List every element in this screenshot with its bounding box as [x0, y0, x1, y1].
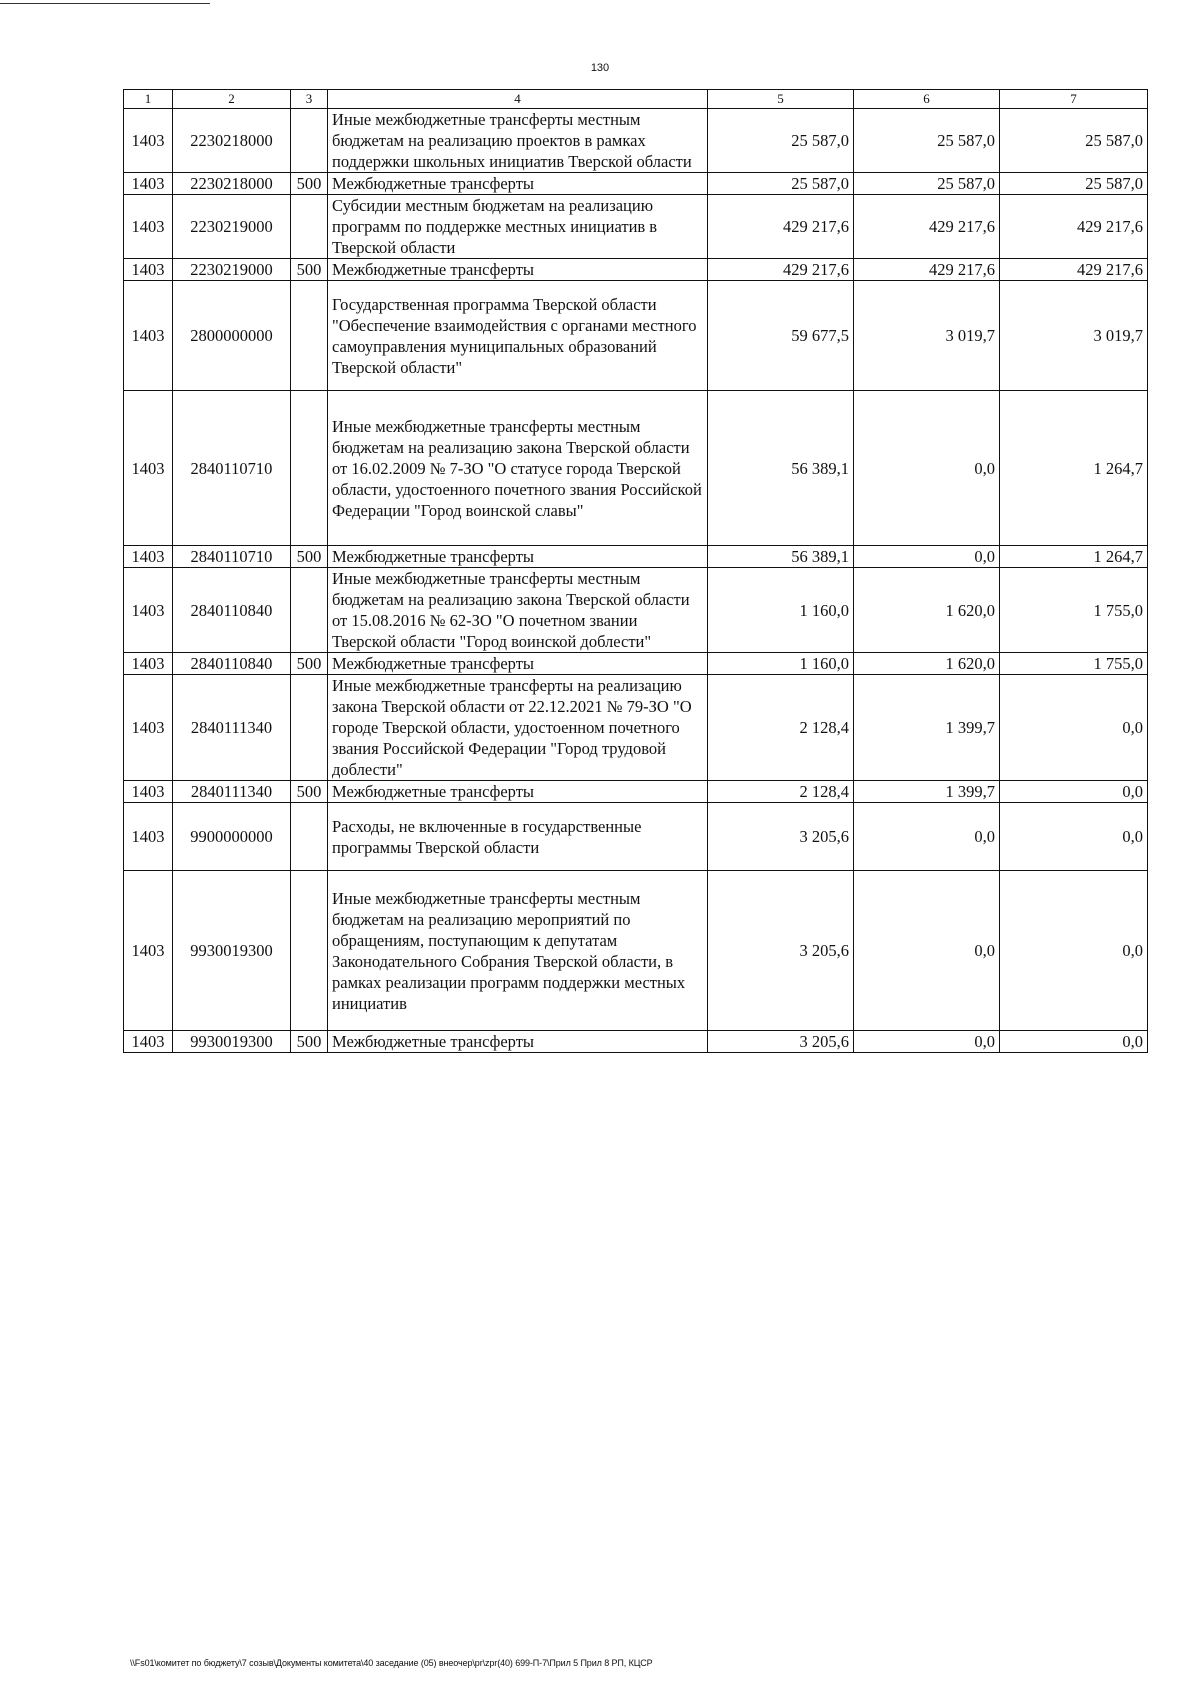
amount-year-3: 429 217,6 — [1000, 259, 1148, 281]
expense-name: Иные межбюджетные трансферты на реализацию закона Тверской области от 22.12.2021 № 79-ЗО "О городе Тверской области, удостоенном почетного звания Российской Федерации "Город трудовой доблести" — [328, 675, 708, 781]
section-code: 1403 — [124, 871, 173, 1031]
expense-name: Межбюджетные трансферты — [328, 173, 708, 195]
expense-name: Межбюджетные трансферты — [328, 259, 708, 281]
section-code: 1403 — [124, 109, 173, 173]
amount-year-2: 1 399,7 — [854, 781, 1000, 803]
expense-type-code — [291, 109, 328, 173]
table-row — [124, 653, 1148, 675]
amount-year-2: 429 217,6 — [854, 259, 1000, 281]
budget-table — [123, 89, 1148, 1053]
amount-year-1: 56 389,1 — [708, 391, 854, 546]
section-code: 1403 — [124, 259, 173, 281]
target-article-code: 2840111340 — [173, 781, 291, 803]
section-code: 1403 — [124, 391, 173, 546]
amount-year-2: 429 217,6 — [854, 195, 1000, 259]
page-number: 130 — [590, 62, 610, 74]
column-header: 1 — [124, 90, 173, 109]
target-article-code: 2800000000 — [173, 281, 291, 391]
section-code: 1403 — [124, 781, 173, 803]
table-row — [124, 109, 1148, 173]
amount-year-2: 1 399,7 — [854, 675, 1000, 781]
column-header: 2 — [173, 90, 291, 109]
amount-year-1: 2 128,4 — [708, 675, 854, 781]
expense-type-code — [291, 391, 328, 546]
amount-year-2: 0,0 — [854, 546, 1000, 568]
expense-name: Межбюджетные трансферты — [328, 546, 708, 568]
expense-name: Субсидии местным бюджетам на реализацию программ по поддержке местных инициатив в Тверской области — [328, 195, 708, 259]
table-row — [124, 173, 1148, 195]
target-article-code: 9930019300 — [173, 1031, 291, 1053]
document-file-path: \\Fs01\комитет по бюджету\7 созыв\Документы комитета\40 заседание (05) внеочер\pr\zpr(40) 699-П-7\Прил 5 Прил 8 РП, КЦСР — [130, 1658, 653, 1668]
amount-year-1: 429 217,6 — [708, 195, 854, 259]
expense-type-code — [291, 281, 328, 391]
expense-name: Иные межбюджетные трансферты местным бюджетам на реализацию закона Тверской области от 16.02.2009 № 7-ЗО "О статусе города Тверской области, удостоенного почетного звания Российской Федерации "Город воинской славы" — [328, 391, 708, 546]
amount-year-3: 1 264,7 — [1000, 391, 1148, 546]
amount-year-3: 1 264,7 — [1000, 546, 1148, 568]
amount-year-2: 1 620,0 — [854, 568, 1000, 653]
target-article-code: 9930019300 — [173, 871, 291, 1031]
target-article-code: 2840110840 — [173, 568, 291, 653]
amount-year-1: 429 217,6 — [708, 259, 854, 281]
amount-year-2: 0,0 — [854, 391, 1000, 546]
amount-year-1: 2 128,4 — [708, 781, 854, 803]
amount-year-3: 429 217,6 — [1000, 195, 1148, 259]
amount-year-3: 1 755,0 — [1000, 568, 1148, 653]
column-header: 5 — [708, 90, 854, 109]
target-article-code: 2230218000 — [173, 109, 291, 173]
section-code: 1403 — [124, 173, 173, 195]
amount-year-1: 3 205,6 — [708, 871, 854, 1031]
amount-year-1: 3 205,6 — [708, 803, 854, 871]
section-code: 1403 — [124, 568, 173, 653]
expense-type-code — [291, 871, 328, 1031]
target-article-code: 2230219000 — [173, 195, 291, 259]
amount-year-2: 25 587,0 — [854, 173, 1000, 195]
target-article-code: 2840110840 — [173, 653, 291, 675]
amount-year-3: 0,0 — [1000, 1031, 1148, 1053]
amount-year-2: 0,0 — [854, 871, 1000, 1031]
column-header: 3 — [291, 90, 328, 109]
expense-type-code: 500 — [291, 259, 328, 281]
expense-name: Межбюджетные трансферты — [328, 781, 708, 803]
expense-name: Межбюджетные трансферты — [328, 653, 708, 675]
target-article-code: 2230218000 — [173, 173, 291, 195]
scan-edge-line — [0, 3, 210, 4]
amount-year-3: 1 755,0 — [1000, 653, 1148, 675]
expense-type-code — [291, 803, 328, 871]
target-article-code: 9900000000 — [173, 803, 291, 871]
amount-year-3: 0,0 — [1000, 803, 1148, 871]
expense-name: Иные межбюджетные трансферты местным бюджетам на реализацию закона Тверской области от 15.08.2016 № 62-ЗО "О почетном звании Тверской области "Город воинской доблести" — [328, 568, 708, 653]
amount-year-1: 56 389,1 — [708, 546, 854, 568]
amount-year-2: 25 587,0 — [854, 109, 1000, 173]
amount-year-3: 3 019,7 — [1000, 281, 1148, 391]
table-row — [124, 803, 1148, 871]
table-row — [124, 195, 1148, 259]
table-row — [124, 781, 1148, 803]
amount-year-2: 0,0 — [854, 1031, 1000, 1053]
section-code: 1403 — [124, 546, 173, 568]
amount-year-2: 0,0 — [854, 803, 1000, 871]
column-header: 7 — [1000, 90, 1148, 109]
expense-name: Межбюджетные трансферты — [328, 1031, 708, 1053]
target-article-code: 2840111340 — [173, 675, 291, 781]
table-row — [124, 1031, 1148, 1053]
expense-type-code: 500 — [291, 781, 328, 803]
target-article-code: 2230219000 — [173, 259, 291, 281]
expense-type-code: 500 — [291, 1031, 328, 1053]
target-article-code: 2840110710 — [173, 391, 291, 546]
amount-year-3: 0,0 — [1000, 675, 1148, 781]
section-code: 1403 — [124, 803, 173, 871]
expense-type-code — [291, 195, 328, 259]
amount-year-1: 59 677,5 — [708, 281, 854, 391]
expense-type-code: 500 — [291, 546, 328, 568]
table-row — [124, 568, 1148, 653]
table-row — [124, 281, 1148, 391]
amount-year-1: 25 587,0 — [708, 109, 854, 173]
expense-name: Государственная программа Тверской области "Обеспечение взаимодействия с органами местного самоуправления муниципальных образований Тверской области" — [328, 281, 708, 391]
expense-type-code — [291, 568, 328, 653]
section-code: 1403 — [124, 1031, 173, 1053]
section-code: 1403 — [124, 653, 173, 675]
expense-name: Иные межбюджетные трансферты местным бюджетам на реализацию проектов в рамках поддержки школьных инициатив Тверской области — [328, 109, 708, 173]
table-header-row — [124, 90, 1148, 109]
amount-year-3: 0,0 — [1000, 871, 1148, 1031]
amount-year-2: 3 019,7 — [854, 281, 1000, 391]
target-article-code: 2840110710 — [173, 546, 291, 568]
table-row — [124, 871, 1148, 1031]
amount-year-2: 1 620,0 — [854, 653, 1000, 675]
amount-year-3: 0,0 — [1000, 781, 1148, 803]
amount-year-1: 3 205,6 — [708, 1031, 854, 1053]
amount-year-1: 1 160,0 — [708, 568, 854, 653]
section-code: 1403 — [124, 195, 173, 259]
expense-name: Иные межбюджетные трансферты местным бюджетам на реализацию мероприятий по обращениям, поступающим к депутатам Законодательного Собрания Тверской области, в рамках реализации программ поддержки местных инициатив — [328, 871, 708, 1031]
amount-year-3: 25 587,0 — [1000, 173, 1148, 195]
amount-year-1: 1 160,0 — [708, 653, 854, 675]
column-header: 4 — [328, 90, 708, 109]
section-code: 1403 — [124, 675, 173, 781]
expense-type-code — [291, 675, 328, 781]
amount-year-1: 25 587,0 — [708, 173, 854, 195]
expense-type-code: 500 — [291, 653, 328, 675]
table-row — [124, 391, 1148, 546]
section-code: 1403 — [124, 281, 173, 391]
table-row — [124, 675, 1148, 781]
amount-year-3: 25 587,0 — [1000, 109, 1148, 173]
table-row — [124, 259, 1148, 281]
table-row — [124, 546, 1148, 568]
expense-name: Расходы, не включенные в государственные программы Тверской области — [328, 803, 708, 871]
expense-type-code: 500 — [291, 173, 328, 195]
column-header: 6 — [854, 90, 1000, 109]
